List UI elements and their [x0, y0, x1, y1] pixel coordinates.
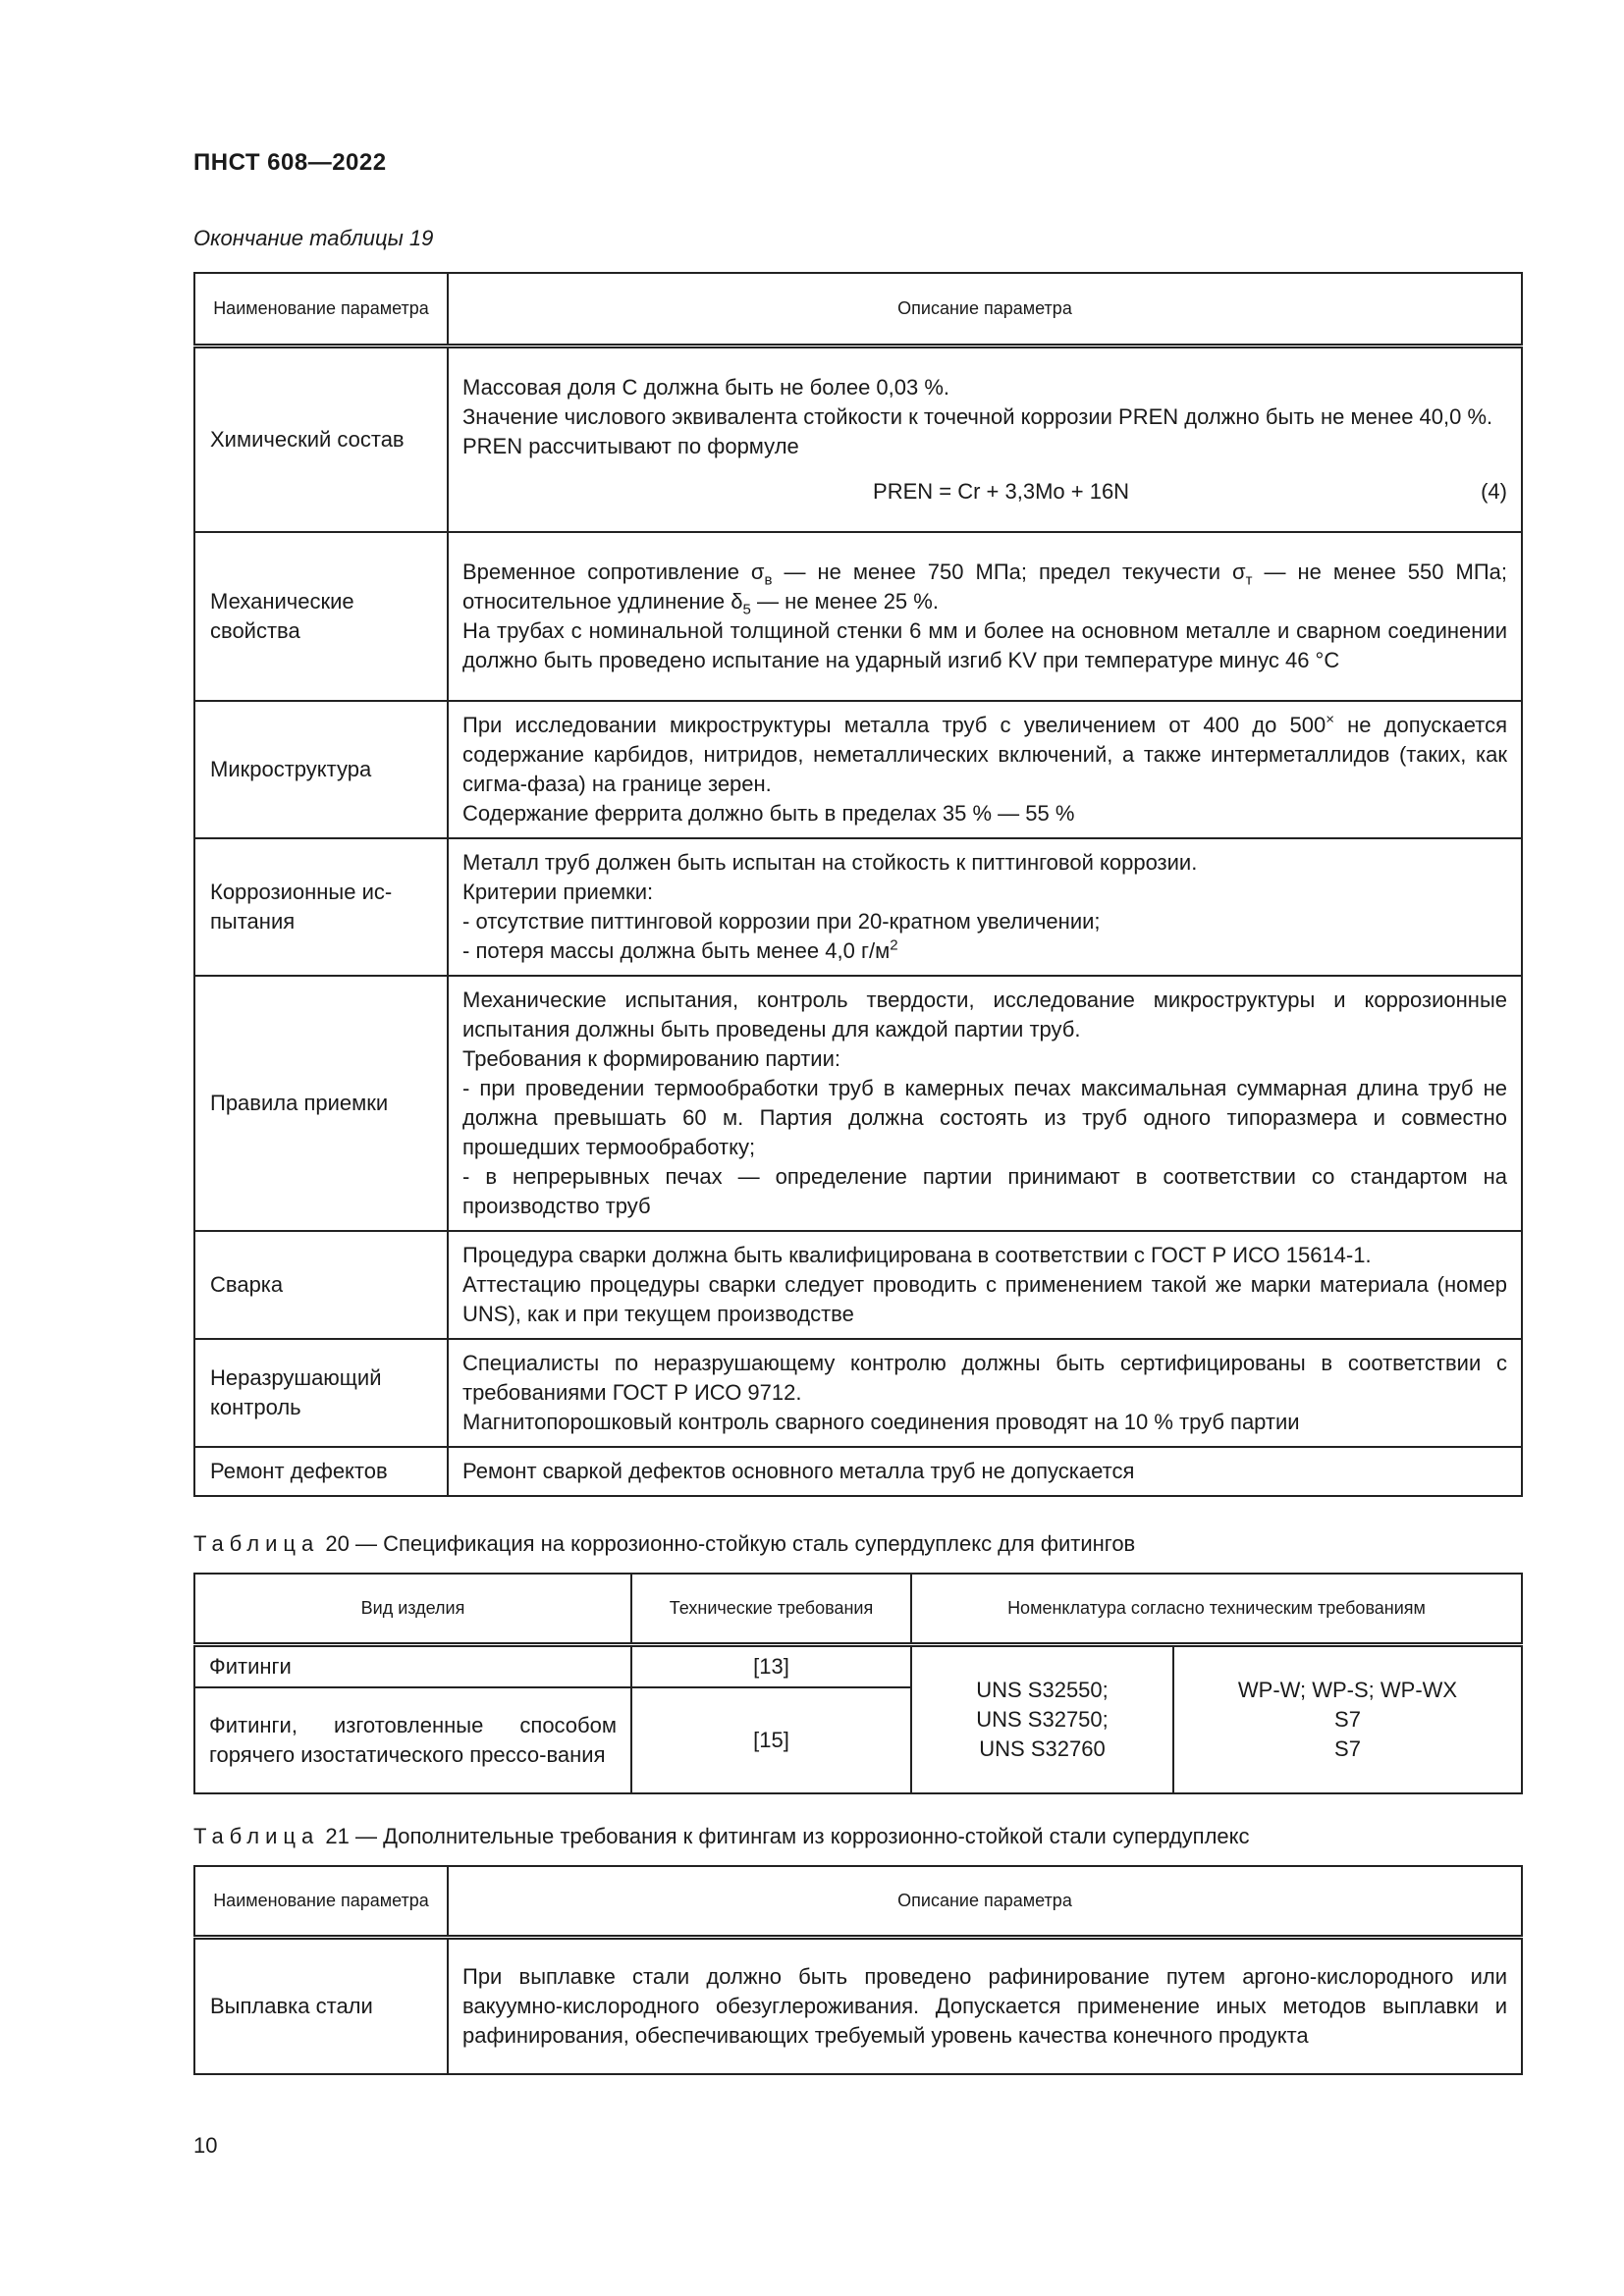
text-line: - отсутствие питтинговой коррозии при 20-кратном увеличении;: [462, 909, 1101, 934]
text-line: На трубах с номинальной толщиной стенки 6 мм и более на основном металле и сварном соединении должно быть проведено испытание на ударный изгиб KV при температуре минус 46 °С: [462, 618, 1507, 672]
text-line: При исследовании микроструктуры металла труб с увеличением от 400 до 500× не допускается содержание карбидов, нитридов, неметаллических включений, а также интерметаллидов (таких, как сигма-фаза) на границе зерен.: [462, 711, 1507, 796]
column-header-nomenclature: Номенклатура согласно техническим требованиям: [911, 1574, 1522, 1644]
text-line: Ремонт сваркой дефектов основного металла труб не допускается: [462, 1459, 1135, 1483]
row-description: [448, 1339, 1522, 1447]
column-header-description: Описание параметра: [448, 1866, 1522, 1937]
column-header-parameter: Наименование параметра: [194, 273, 448, 346]
row-description: При выплавке стали должно быть проведено рафинирование путем аргоно-кислородного или вакуумно-кислородного обезуглероживания. Допускается применение иных методов выплавки и рафинирования, обеспечивающих требуемый уровень качества конечного продукта: [448, 1937, 1522, 2074]
text-line: Специалисты по неразрушающему контролю должны быть сертифицированы в соответствии с требованиями ГОСТ Р ИСО 9712.: [462, 1351, 1507, 1405]
formula-line: [462, 461, 1507, 507]
row-name: Неразрушающий контроль: [194, 1339, 448, 1447]
table-row: [194, 976, 1522, 1231]
table-row: [194, 701, 1522, 838]
table-row: [194, 1644, 1522, 1687]
text-line: PREN рассчитывают по формуле: [462, 433, 799, 458]
text-line: Механические испытания, контроль твердости, исследование микроструктуры и коррозионные испытания должны быть проведены для каждой партии труб.: [462, 988, 1507, 1041]
row-description: [448, 532, 1522, 701]
row-name: Химический состав: [194, 346, 448, 532]
formula-number: (4): [1481, 478, 1507, 504]
row-description: [448, 838, 1522, 976]
text-line: Аттестацию процедуры сварки следует проводить с применением такой же марки материала (номер UNS), как и при текущем производстве: [462, 1272, 1507, 1326]
row-description: [448, 1447, 1522, 1496]
table-21-caption: Таблица 21 — Дополнительные требования к фитингам из коррозионно-стойкой стали супердуплекс: [193, 1824, 1250, 1848]
table-19: [193, 272, 1523, 1497]
row-description: [448, 346, 1522, 532]
column-header-parameter: Наименование параметра: [194, 1866, 448, 1937]
table-row: [194, 532, 1522, 701]
table-row: [194, 1447, 1522, 1496]
formula: PREN = Cr + 3,3Mo + 16N: [873, 478, 1130, 504]
text-line: Металл труб должен быть испытан на стойкость к питтинговой коррозии.: [462, 850, 1198, 875]
text-line: Процедура сварки должна быть квалифицирована в соответствии с ГОСТ Р ИСО 15614-1.: [462, 1243, 1372, 1267]
row-name: Сварка: [194, 1231, 448, 1339]
page-number: 10: [193, 2133, 218, 2158]
text-line: - в непрерывных печах — определение партии принимают в соответствии со стандартом на производство труб: [462, 1164, 1507, 1218]
text-line: - при проведении термообработки труб в камерных печах максимальная суммарная длина труб не должна превышать 60 м. Партия должна состоять из труб одного типоразмера и совместно прошедших термообработку;: [462, 1076, 1507, 1159]
row-name: Коррозионные ис-пытания: [194, 838, 448, 976]
table-20: [193, 1573, 1523, 1794]
row-name: Выплавка стали: [194, 1937, 448, 2074]
table-20-caption: Таблица 20 — Спецификация на коррозионно-стойкую сталь супердуплекс для фитингов: [193, 1531, 1136, 1556]
column-header-product: Вид изделия: [194, 1574, 631, 1644]
row-description: [448, 701, 1522, 838]
row-name: Ремонт дефектов: [194, 1447, 448, 1496]
document-code: ПНСТ 608—2022: [193, 149, 387, 176]
column-header-tech-requirements: Технические требования: [631, 1574, 911, 1644]
table-row: [194, 1937, 1522, 2074]
text-line: Массовая доля С должна быть не более 0,03 %.: [462, 374, 950, 400]
text-line: Требования к формированию партии:: [462, 1046, 840, 1071]
row-name: Механические свойства: [194, 532, 448, 701]
text-line: Содержание феррита должно быть в пределах 35 % — 55 %: [462, 801, 1075, 826]
text-line: Критерии приемки:: [462, 880, 654, 904]
product-cell: Фитинги: [194, 1644, 631, 1687]
row-name: Правила приемки: [194, 976, 448, 1231]
row-description: [448, 976, 1522, 1231]
uns-cell: UNS S32550; UNS S32750; UNS S32760: [911, 1644, 1173, 1793]
tech-ref-cell: [15]: [631, 1687, 911, 1793]
row-name: Микроструктура: [194, 701, 448, 838]
text-line: - потеря массы должна быть менее 4,0 $г/м^2$: [462, 936, 898, 963]
table-21: [193, 1865, 1523, 2075]
table-continuation-caption: Окончание таблицы 19: [193, 226, 434, 250]
tech-ref-cell: [13]: [631, 1644, 911, 1687]
product-cell: Фитинги, изготовленные способом горячего изостатического прессо-вания: [194, 1687, 631, 1793]
table-row: [194, 346, 1522, 532]
text-line: Временное сопротивление $\sigma_в$ — не менее 750 МПа; предел текучести $\sigma_т$ — не менее 550 МПа; относительное удлинение $\delta_5$ — не менее 25 %.: [462, 560, 1507, 618]
text-line: Значение числового эквивалента стойкости к точечной коррозии PREN должно быть не менее 40,0 %.: [462, 403, 1493, 429]
row-description: [448, 1231, 1522, 1339]
column-header-description: Описание параметра: [448, 273, 1522, 346]
table-row: [194, 1231, 1522, 1339]
text-line: Магнитопорошковый контроль сварного соединения проводят на 10 % труб партии: [462, 1410, 1300, 1434]
table-row: [194, 1339, 1522, 1447]
grade-cell: WP-W; WP-S; WP-WX S7 S7: [1173, 1644, 1522, 1793]
table-row: [194, 838, 1522, 976]
